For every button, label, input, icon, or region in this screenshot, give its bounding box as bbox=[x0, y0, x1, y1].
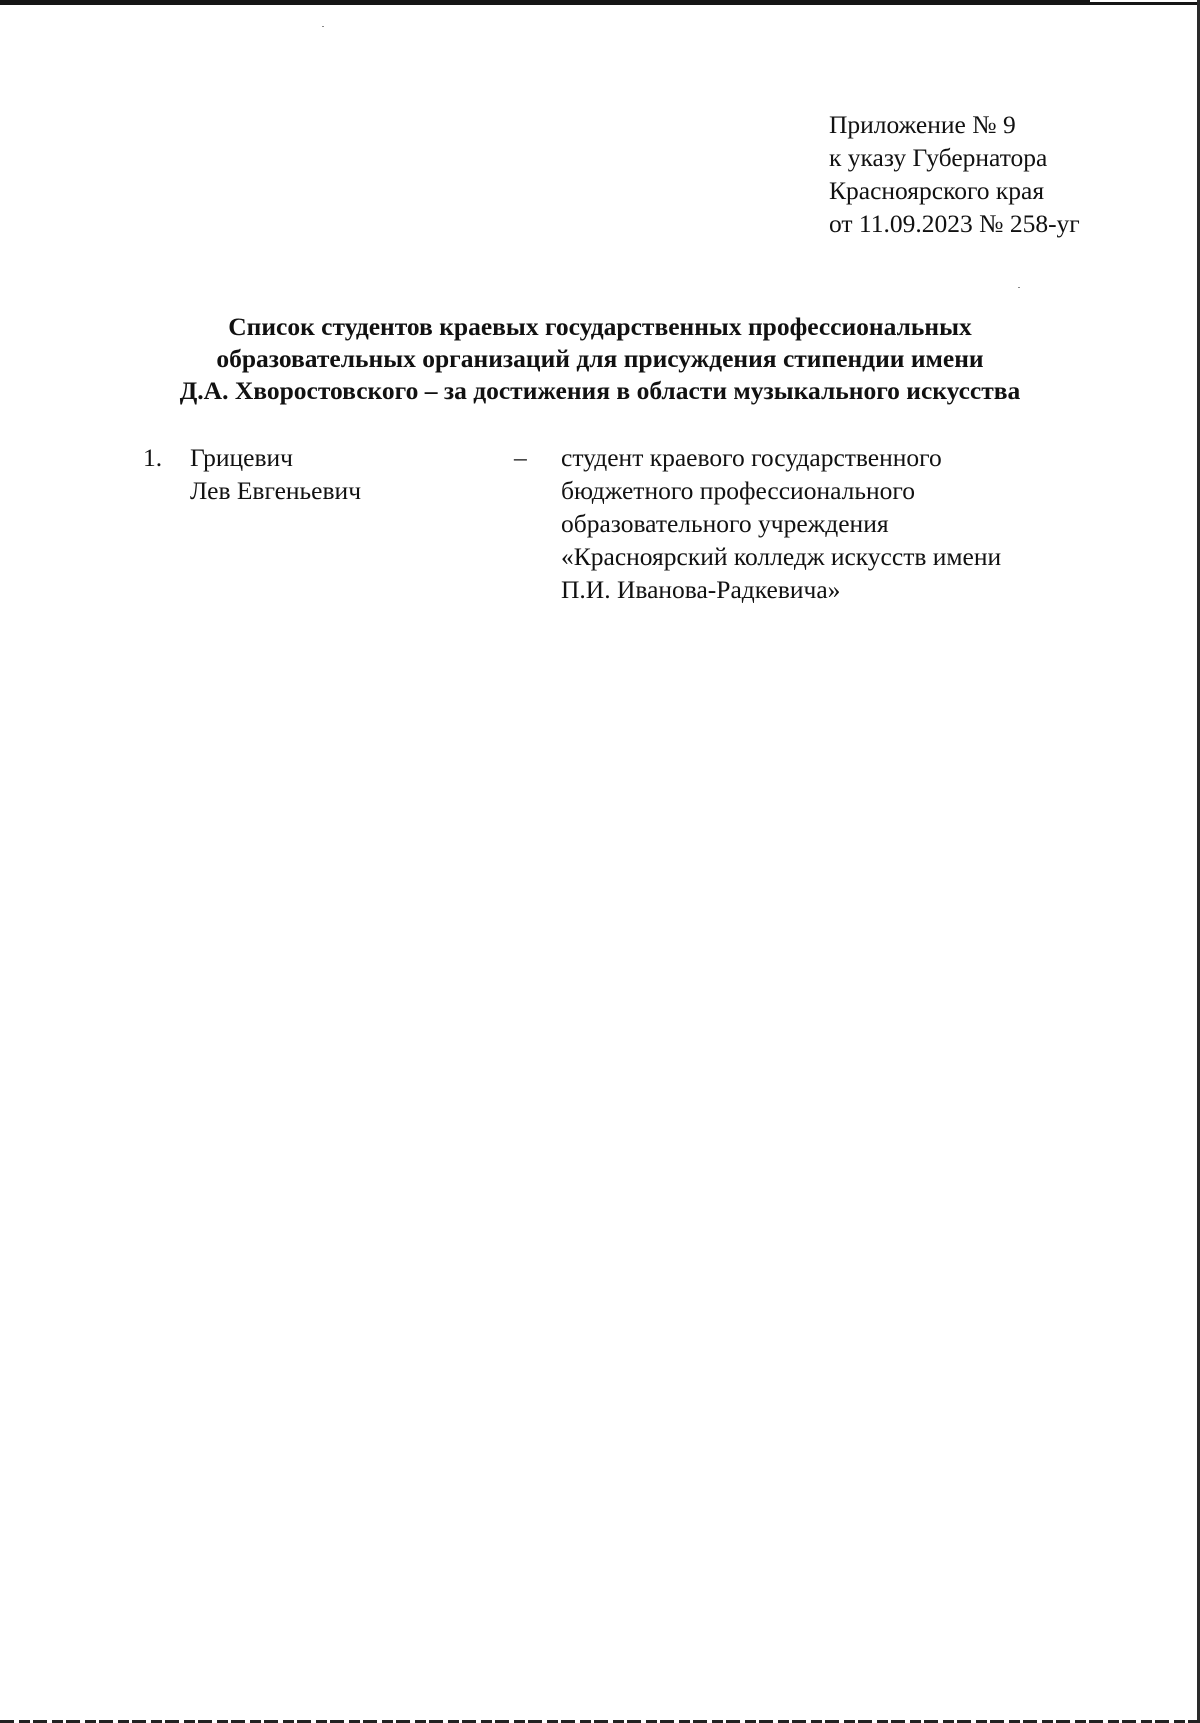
scan-speck bbox=[322, 26, 324, 27]
student-surname: Грицевич bbox=[190, 443, 294, 472]
appendix-line: от 11.09.2023 № 258-уг bbox=[829, 209, 1080, 238]
title-line: Список студентов краевых государственных профессиональных bbox=[228, 312, 972, 341]
entry-number: 1. bbox=[143, 443, 163, 472]
student-name bbox=[190, 441, 361, 507]
scan-speck bbox=[1018, 287, 1020, 288]
description-line: студент краевого государственного bbox=[561, 443, 942, 472]
description-line: «Красноярский колледж искусств имени bbox=[561, 542, 1002, 571]
description-line: бюджетного профессионального bbox=[561, 476, 915, 505]
description-line: образовательного учреждения bbox=[561, 509, 889, 538]
entry-dash: – bbox=[514, 443, 527, 472]
appendix-reference bbox=[829, 108, 1080, 240]
appendix-line: Приложение № 9 bbox=[829, 110, 1016, 139]
appendix-line: к указу Губернатора bbox=[829, 143, 1048, 172]
description-line: П.И. Иванова-Радкевича» bbox=[561, 575, 841, 604]
title-line: образовательных организаций для присуждения стипендии имени bbox=[216, 344, 984, 373]
student-description bbox=[561, 441, 1001, 606]
title-line: Д.А. Хворостовского – за достижения в области музыкального искусства bbox=[179, 376, 1021, 405]
appendix-line: Красноярского края bbox=[829, 176, 1045, 205]
document-title bbox=[100, 311, 1100, 407]
student-given-names: Лев Евгеньевич bbox=[190, 476, 362, 505]
scan-top-edge bbox=[0, 0, 1200, 5]
